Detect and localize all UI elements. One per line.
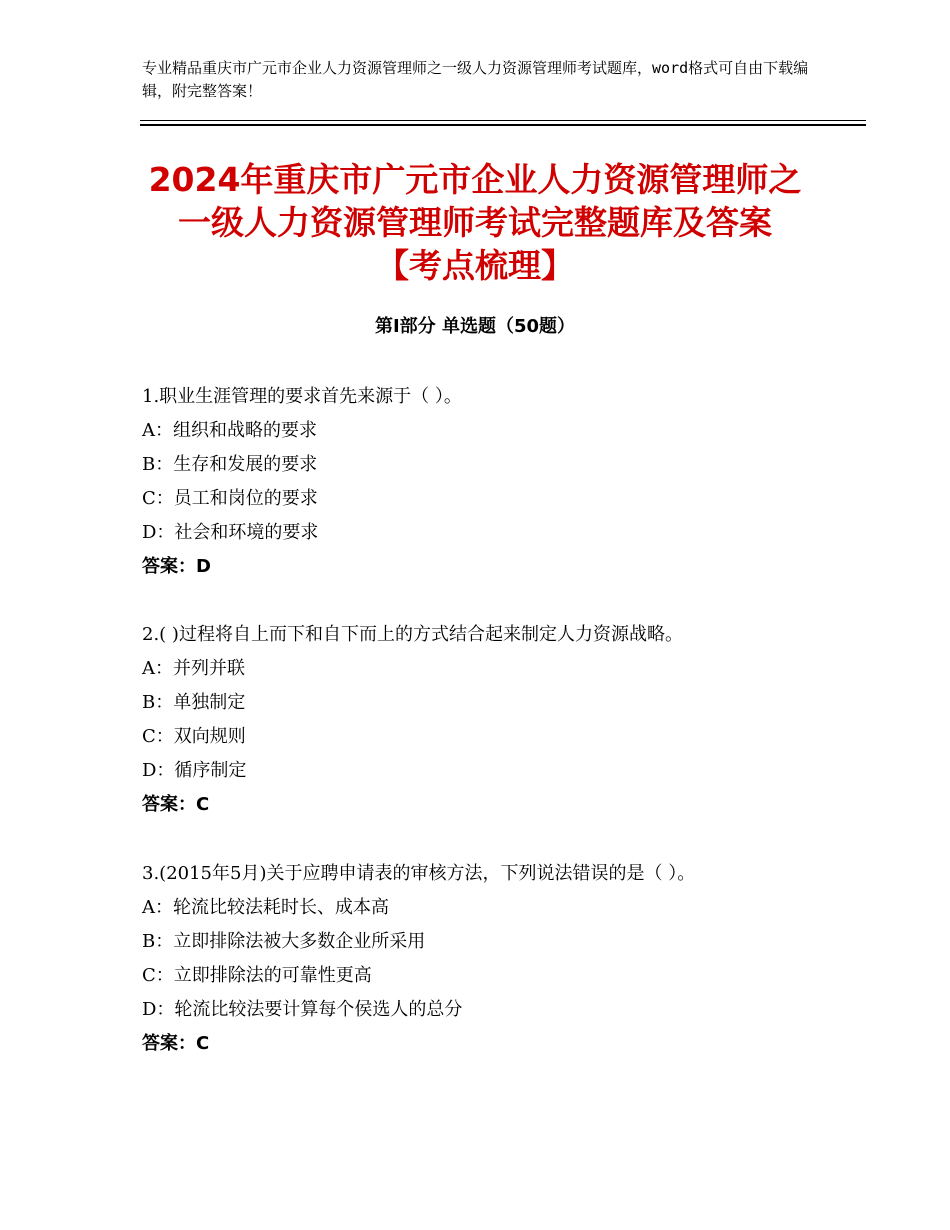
option-a: A：轮流比较法耗时长、成本高 bbox=[142, 897, 389, 918]
option-a: A：并列并联 bbox=[142, 658, 245, 679]
answer: 答案：C bbox=[142, 794, 210, 815]
title-line-2: 一级人力资源管理师考试完整题库及答案 bbox=[178, 203, 772, 242]
document-title bbox=[100, 158, 850, 287]
question-1 bbox=[142, 380, 822, 584]
option-b: B：生存和发展的要求 bbox=[142, 454, 318, 475]
option-a: A：组织和战略的要求 bbox=[142, 420, 317, 441]
option-d: D：循序制定 bbox=[142, 760, 247, 781]
question-3 bbox=[142, 857, 822, 1061]
option-c: C：员工和岗位的要求 bbox=[142, 488, 318, 509]
option-b: B：立即排除法被大多数企业所采用 bbox=[142, 931, 426, 952]
header-note: 专业精品重庆市广元市企业人力资源管理师之一级人力资源管理师考试题库，word格式可自由下载编辑，附完整答案！ bbox=[142, 59, 809, 100]
answer: 答案：D bbox=[142, 556, 211, 577]
section-heading: 第Ⅰ部分 单选题（50题） bbox=[374, 316, 575, 337]
header-rule-thin bbox=[140, 120, 866, 121]
option-c: C：立即排除法的可靠性更高 bbox=[142, 965, 372, 986]
option-d: D：轮流比较法要计算每个侯选人的总分 bbox=[142, 999, 463, 1020]
question-2 bbox=[142, 618, 822, 822]
question-stem: 3.(2015年5月)关于应聘申请表的审核方法，下列说法错误的是（ ）。 bbox=[142, 863, 696, 884]
title-line-1: 2024年重庆市广元市企业人力资源管理师之 bbox=[148, 160, 802, 199]
option-b: B：单独制定 bbox=[142, 692, 246, 713]
answer: 答案：C bbox=[142, 1033, 210, 1054]
question-stem: 1.职业生涯管理的要求首先来源于（ ）。 bbox=[142, 386, 462, 407]
header-rule-thick bbox=[140, 124, 866, 126]
option-d: D：社会和环境的要求 bbox=[142, 522, 319, 543]
question-stem: 2.( )过程将自上而下和自下而上的方式结合起来制定人力资源战略。 bbox=[142, 624, 683, 645]
option-c: C：双向规则 bbox=[142, 726, 246, 747]
title-line-3: 【考点梳理】 bbox=[376, 246, 574, 285]
